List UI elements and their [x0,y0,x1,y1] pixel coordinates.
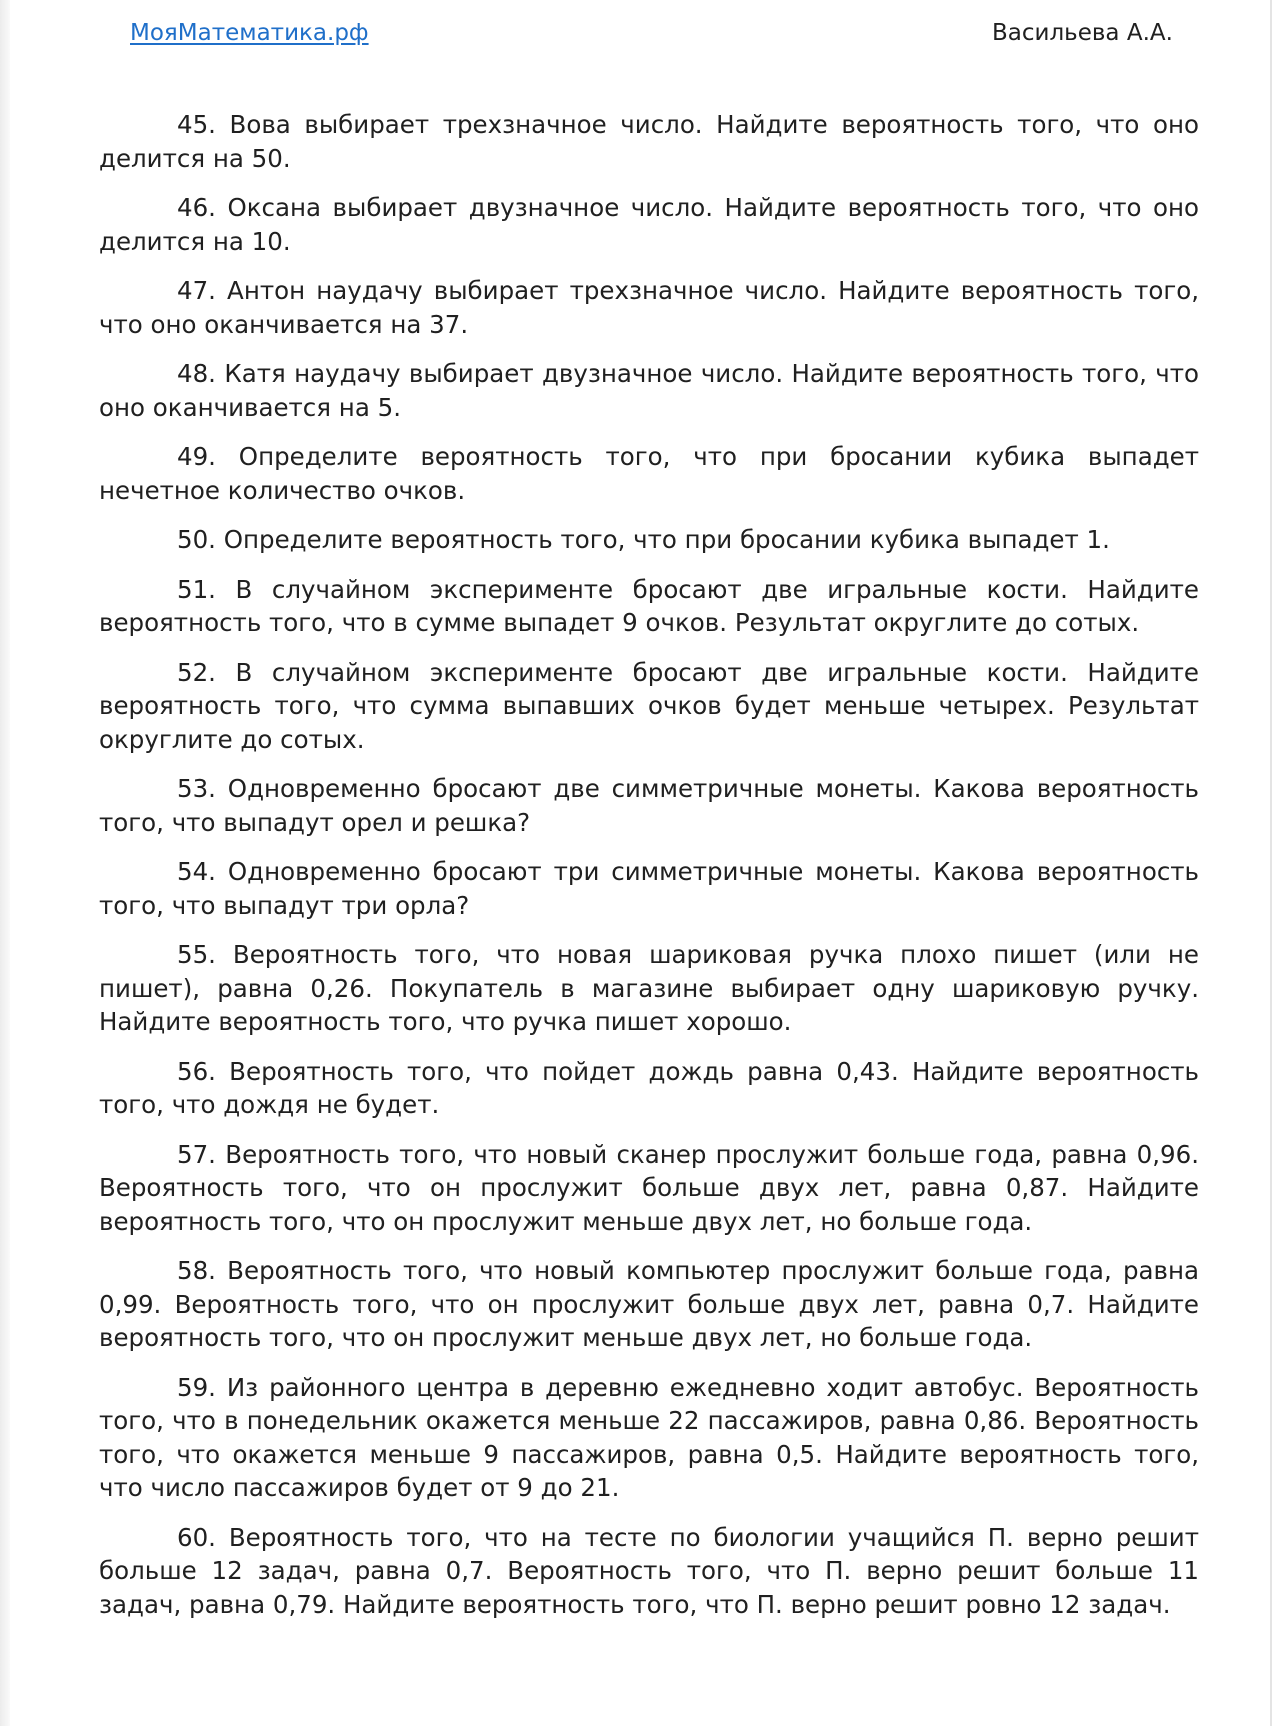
problem-48: 48. Катя наудачу выбирает двузначное число. Найдите вероятность того, что оно оканчивается на 5. [99,359,1199,422]
problem-47: 47. Антон наудачу выбирает трехзначное число. Найдите вероятность того, что оно оканчивается на 37. [99,276,1199,339]
problem-51: 51. В случайном эксперименте бросают две игральные кости. Найдите вероятность того, что в сумме выпадет 9 очков. Результат округлите до сотых. [99,574,1199,637]
problem-49: 49. Определите вероятность того, что при бросании кубика выпадет нечетное количество очков. [99,442,1199,505]
problem-53: 53. Одновременно бросают две симметричные монеты. Какова вероятность того, что выпадут орел и решка? [99,774,1199,837]
problem-46: 46. Оксана выбирает двузначное число. Найдите вероятность того, что оно делится на 10. [99,193,1199,256]
page-shadow-edge [0,0,10,1726]
document-page [10,0,1272,1726]
problem-59: 59. Из районного центра в деревню ежедневно ходит автобус. Вероятность того, что в понедельник окажется меньше 22 пассажиров, равна 0,86. Вероятность того, что окажется меньше 9 пассажиров, равна 0,5. Найдите вероятность того, что число пассажиров будет от 9 до 21. [99,1372,1199,1502]
problem-50: 50. Определите вероятность того, что при бросании кубика выпадет 1. [177,525,1110,554]
problem-60: 60. Вероятность того, что на тесте по биологии учащийся П. верно решит больше 12 задач, равна 0,7. Вероятность того, что П. верно решит больше 11 задач, равна 0,79. Найдите вероятность того, что П. верно решит ровно 12 задач. [99,1522,1199,1619]
problem-45: 45. Вова выбирает трехзначное число. Найдите вероятность того, что оно делится на 50. [99,110,1199,173]
problem-52: 52. В случайном эксперименте бросают две игральные кости. Найдите вероятность того, что сумма выпавших очков будет меньше четырех. Результат округлите до сотых. [99,657,1199,754]
page-right-edge [1270,0,1272,1726]
problem-57: 57. Вероятность того, что новый сканер прослужит больше года, равна 0,96. Вероятность того, что он прослужит больше двух лет, равна 0,87. Найдите вероятность того, что он прослужит меньше двух лет, но больше года. [99,1139,1199,1236]
site-link[interactable]: МояМатематика.рф [130,20,369,46]
problem-54: 54. Одновременно бросают три симметричные монеты. Какова вероятность того, что выпадут три орла? [99,857,1199,920]
problem-58: 58. Вероятность того, что новый компьютер прослужит больше года, равна 0,99. Вероятность того, что он прослужит больше двух лет, равна 0,7. Найдите вероятность того, что он прослужит меньше двух лет, но больше года. [99,1256,1199,1352]
problem-56: 56. Вероятность того, что пойдет дождь равна 0,43. Найдите вероятность того, что дождя не будет. [99,1056,1199,1119]
problem-list [99,108,1199,1637]
problem-55: 55. Вероятность того, что новая шариковая ручка плохо пишет (или не пишет), равна 0,26. Покупатель в магазине выбирает одну шариковую ручку. Найдите вероятность того, что ручка пишет хорошо. [99,940,1199,1036]
author-name: Васильева А.А. [992,20,1173,46]
